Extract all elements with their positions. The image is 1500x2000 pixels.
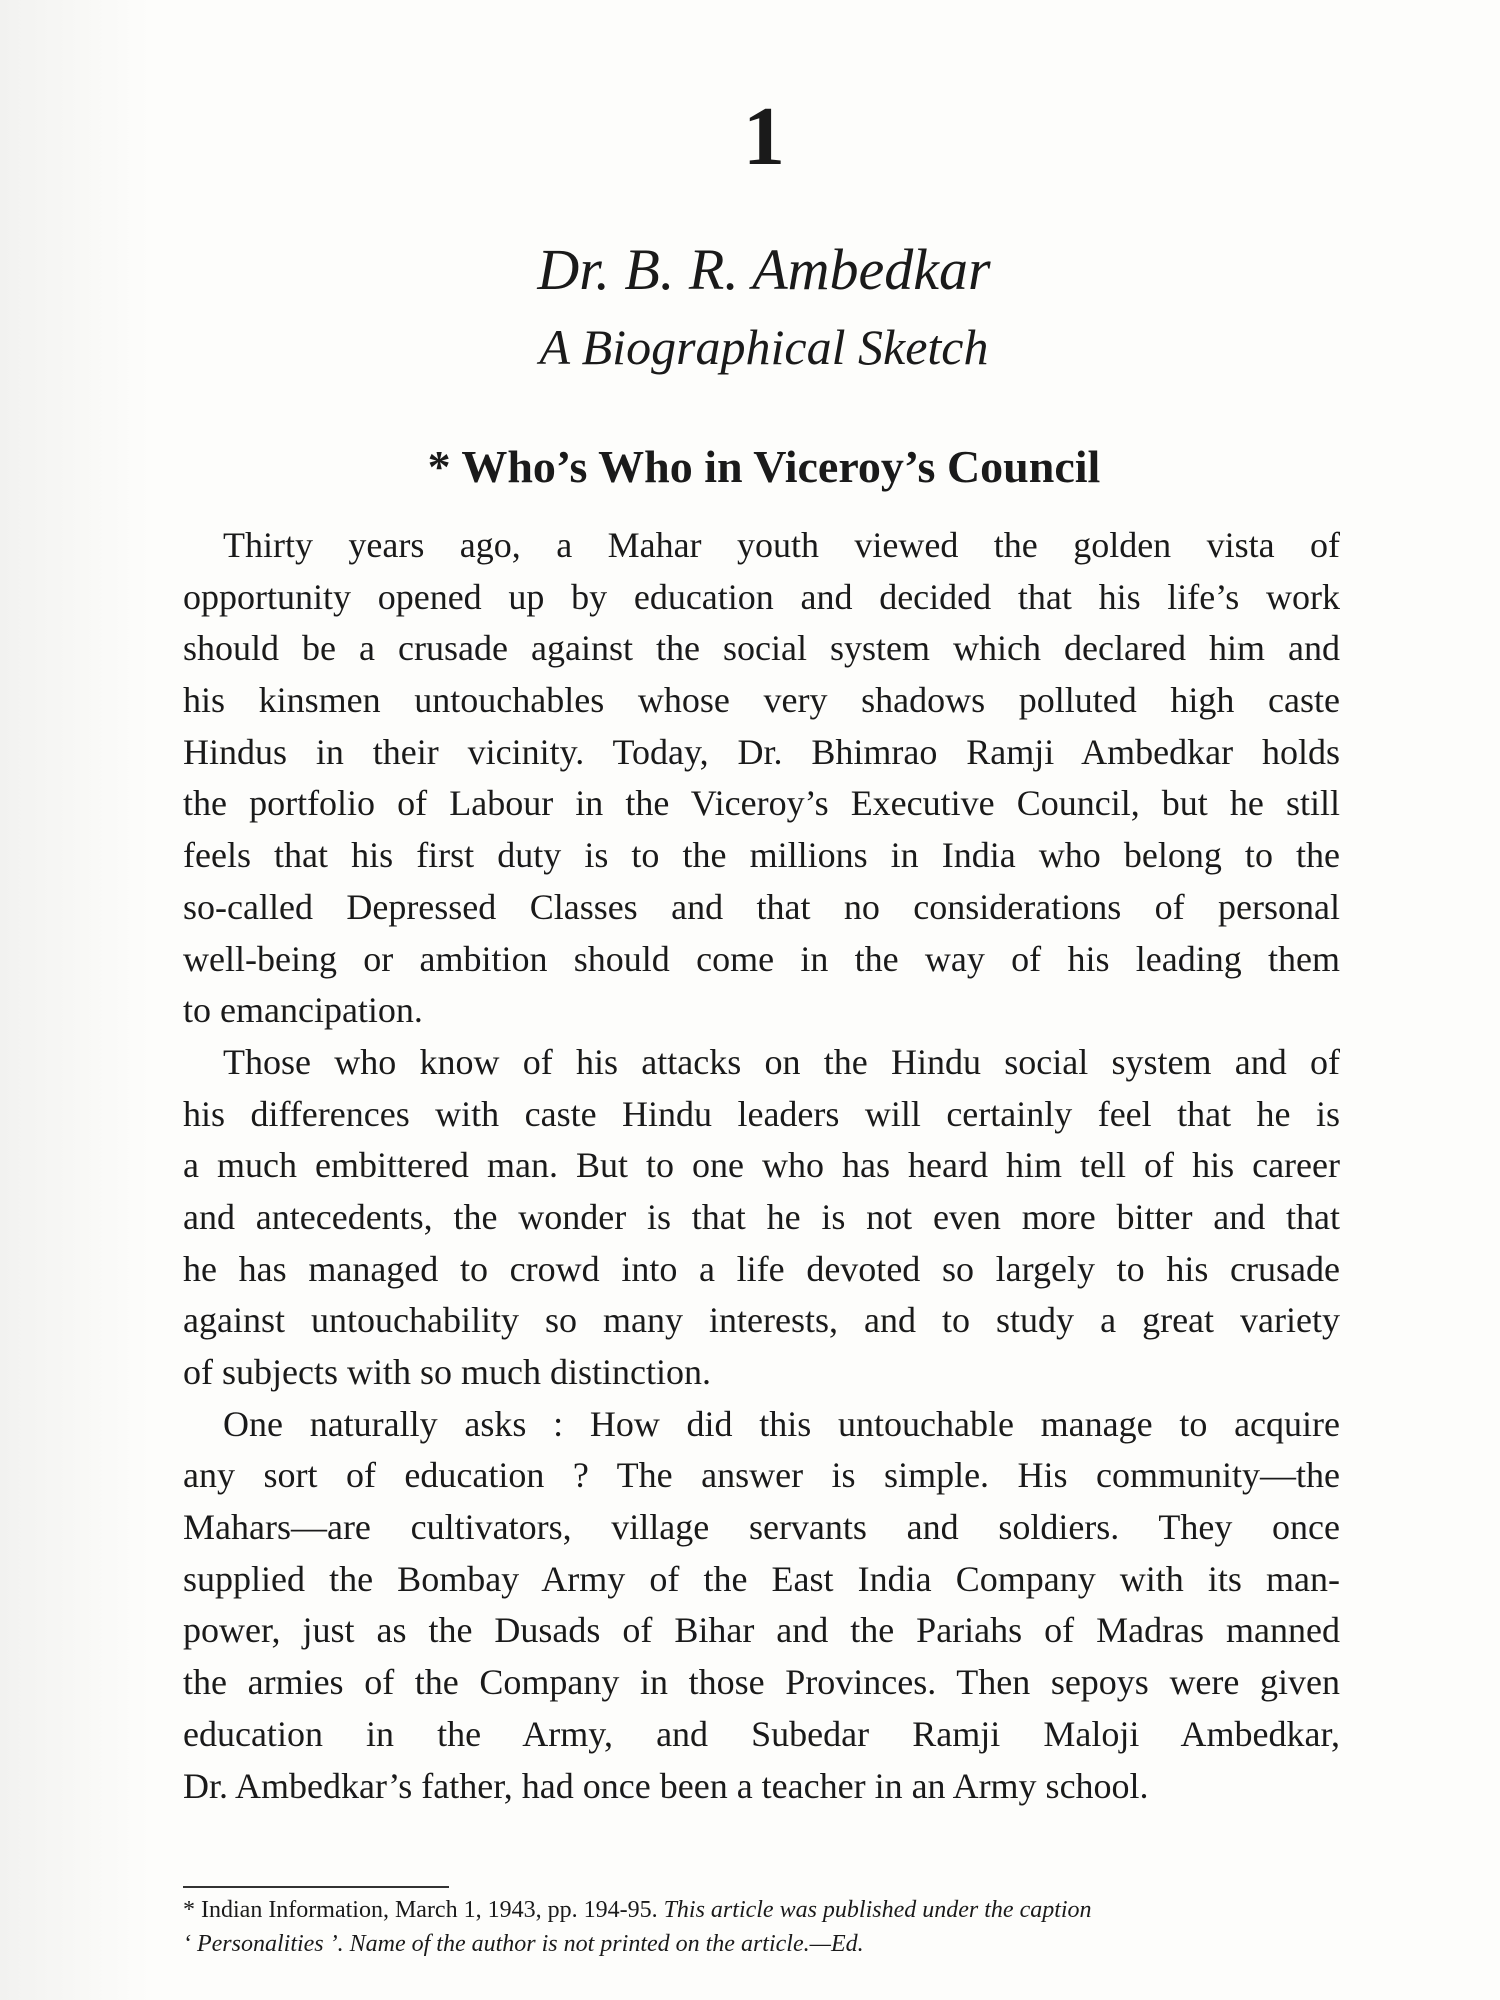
text-line: Dr. Ambedkar’s father, had once been a teacher in an Army school. bbox=[183, 1765, 1149, 1806]
text-line: of subjects with so much distinction. bbox=[183, 1352, 711, 1392]
chapter-title: Dr. B. R. Ambedkar bbox=[537, 237, 991, 302]
text-line: against untouchability so many interests, and to study a great variety bbox=[183, 1300, 1340, 1341]
footnote bbox=[183, 1893, 1340, 1961]
text-line: Hindus in their vicinity. Today, Dr. Bhimrao Ramji Ambedkar holds bbox=[183, 731, 1340, 772]
text-line: his differences with caste Hindu leaders will certainly feel that he is bbox=[183, 1093, 1340, 1134]
text-line: so-called Depressed Classes and that no considerations of personal bbox=[183, 886, 1340, 927]
paragraph bbox=[183, 520, 1340, 1037]
text-line: Thirty years ago, a Mahar youth viewed the golden vista of bbox=[223, 525, 1340, 565]
text-line: a much embittered man. But to one who has heard him tell of his career bbox=[183, 1145, 1340, 1186]
text-line: power, just as the Dusads of Bihar and the Pariahs of Madras manned bbox=[183, 1610, 1340, 1651]
paragraph bbox=[183, 1399, 1340, 1813]
footnote-source: * Indian Information, March 1, 1943, pp. 194-95. bbox=[183, 1897, 664, 1923]
text-line: opportunity opened up by education and decided that his life’s work bbox=[183, 576, 1340, 617]
text-line: any sort of education ? The answer is simple. His community—the bbox=[183, 1455, 1340, 1496]
text-line: well-being or ambition should come in the way of his leading them bbox=[183, 938, 1340, 979]
article-heading: * Who’s Who in Viceroy’s Council bbox=[427, 441, 1101, 492]
paragraph bbox=[183, 1037, 1340, 1399]
text-line: should be a crusade against the social system which declared him and bbox=[183, 628, 1340, 669]
chapter-subtitle: A Biographical Sketch bbox=[539, 319, 989, 375]
footnote-rule bbox=[183, 1886, 449, 1888]
text-line: supplied the Bombay Army of the East India Company with its man- bbox=[183, 1558, 1340, 1599]
text-line: education in the Army, and Subedar Ramji Maloji Ambedkar, bbox=[183, 1713, 1340, 1754]
text-line: he has managed to crowd into a life devoted so largely to his crusade bbox=[183, 1248, 1340, 1289]
text-line: Mahars—are cultivators, village servants and soldiers. They once bbox=[183, 1507, 1340, 1548]
text-line: One naturally asks : How did this untouchable manage to acquire bbox=[223, 1403, 1340, 1444]
footnote-note: This article was published under the caption bbox=[663, 1897, 1092, 1923]
text-line: Those who know of his attacks on the Hindu social system and of bbox=[223, 1041, 1340, 1082]
footnote-line bbox=[183, 1893, 1340, 1927]
text-line: and antecedents, the wonder is that he is not even more bitter and that bbox=[183, 1196, 1340, 1237]
text-line: feels that his first duty is to the millions in India who belong to the bbox=[183, 835, 1340, 876]
footnote-line: ‘ Personalities ’. Name of the author is not printed on the article.—Ed. bbox=[183, 1931, 864, 1957]
chapter-number: 1 bbox=[743, 90, 785, 183]
article-body bbox=[183, 520, 1340, 1812]
text-line: to emancipation. bbox=[183, 990, 423, 1031]
text-line: the portfolio of Labour in the Viceroy’s Executive Council, but he still bbox=[183, 783, 1340, 824]
text-line: the armies of the Company in those Provinces. Then sepoys were given bbox=[183, 1662, 1340, 1703]
text-line: his kinsmen untouchables whose very shadows polluted high caste bbox=[183, 680, 1340, 721]
